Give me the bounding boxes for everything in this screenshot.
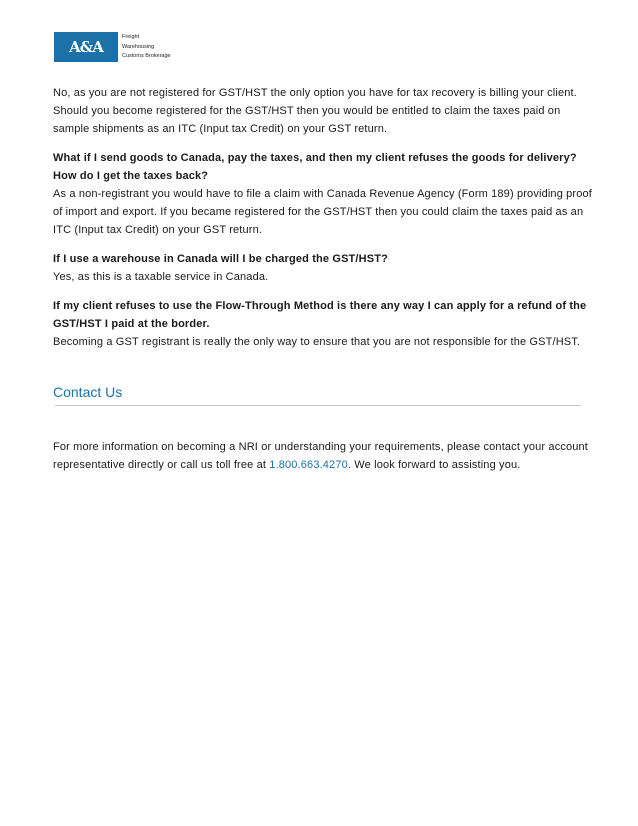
faq-question: If my client refuses to use the Flow-Through Method is there any way I can apply for a refund of the GST/HST I paid at the border.	[53, 300, 587, 330]
company-logo	[54, 32, 186, 62]
contact-text-after: . We look forward to assisting you.	[347, 459, 521, 471]
faq-item-refused-goods	[53, 149, 593, 239]
faq-answer: Becoming a GST registrant is really the only way to ensure that you are not responsible for the GST/HST.	[53, 336, 581, 348]
contact-heading: Contact Us	[53, 383, 123, 400]
contact-text-before: For more information on becoming a NRI or understanding your requirements, please contact your account representative directly or call us toll free at	[53, 441, 589, 471]
section-divider	[55, 405, 581, 406]
logo-line-freight: Freight	[122, 34, 140, 40]
phone-link[interactable]: 1.800.663.4270	[269, 459, 348, 471]
faq-content	[53, 84, 593, 351]
logo-line-warehousing: Warehousing	[122, 43, 155, 50]
logo-line-customs: Customs Brokerage	[122, 53, 171, 59]
faq-question: If I use a warehouse in Canada will I be charged the GST/HST?	[53, 253, 388, 265]
intro-paragraph: No, as you are not registered for GST/HST the only option you have for tax recovery is billing your client. Should you become registered for the GST/HST then you would be entitled to claim the taxes paid on sample shipments as an ITC (Input tax Credit) on your GST return.	[53, 87, 577, 135]
faq-item-flow-through	[53, 297, 593, 351]
faq-question: What if I send goods to Canada, pay the taxes, and then my client refuses the goods for delivery? How do I get the taxes back?	[53, 152, 577, 182]
contact-paragraph	[53, 438, 593, 474]
logo-tagline	[122, 32, 171, 62]
faq-item-warehouse	[53, 250, 593, 286]
faq-answer: Yes, as this is a taxable service in Canada.	[53, 271, 269, 283]
logo-mark: A&A	[54, 32, 118, 62]
faq-answer: As a non-registrant you would have to file a claim with Canada Revenue Agency (Form 189) providing proof of import and export. If you became registered for the GST/HST then you could claim the taxes paid as an ITC (Input tax Credit) on your GST return.	[53, 188, 592, 236]
